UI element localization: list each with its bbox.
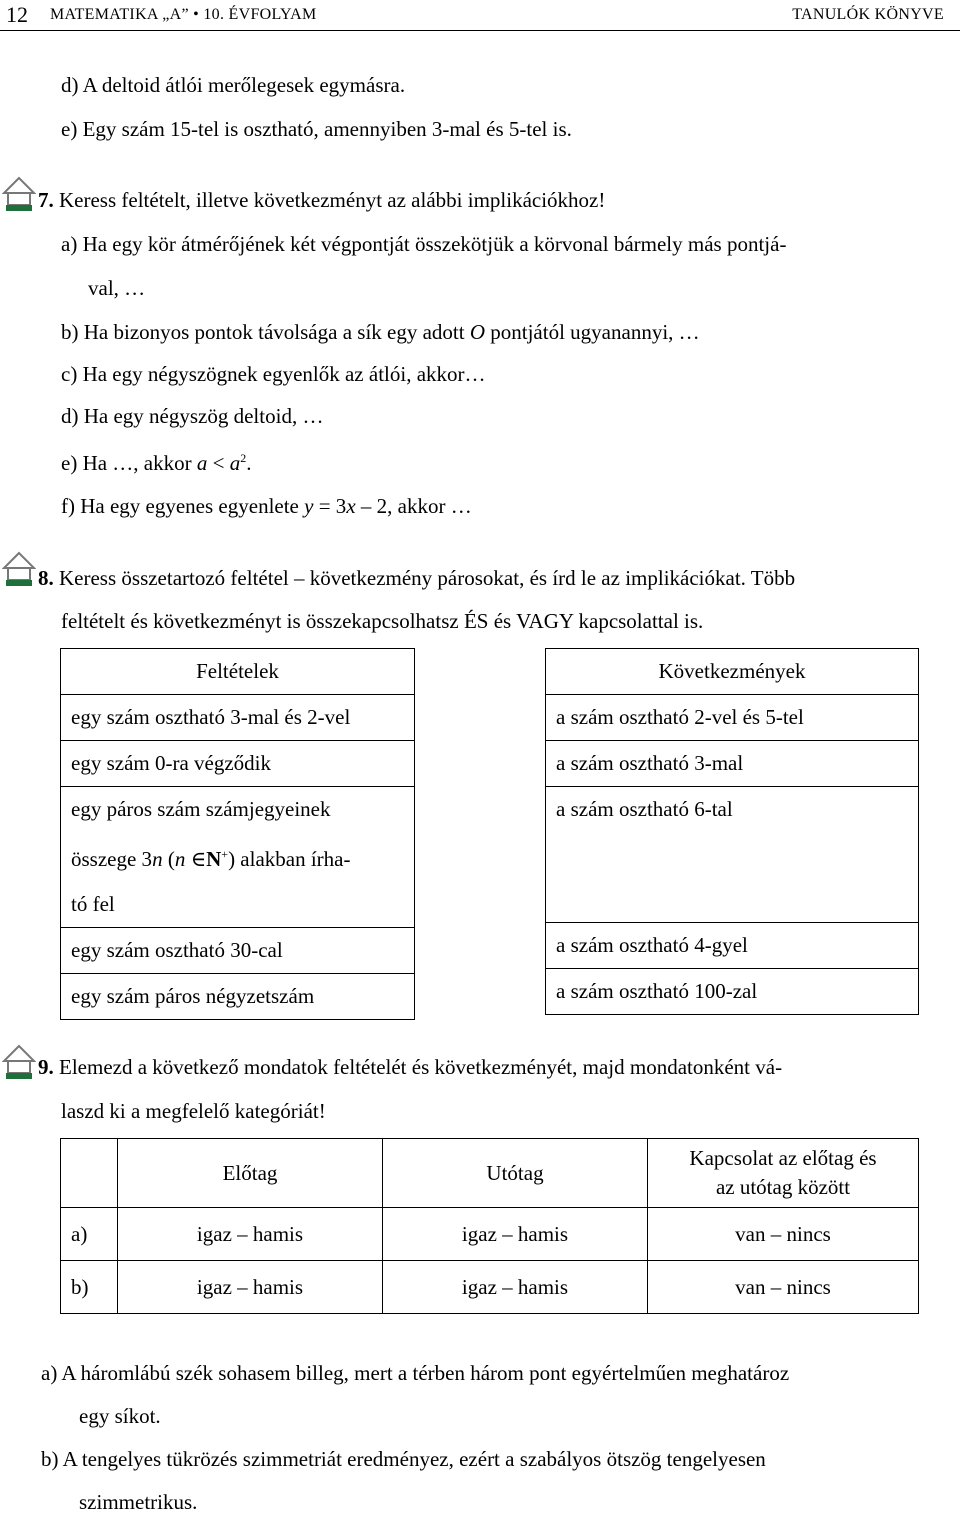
exercise-7-f-post: – 2, akkor … bbox=[355, 494, 472, 518]
page-header bbox=[0, 0, 960, 31]
exercise-7-a-line1: a) Ha egy kör átmérőjének két végpontját összekötjük a körvonal bármely más pontjá- bbox=[61, 232, 787, 256]
prev-item-e: e) Egy szám 15-tel is osztható, amennyiben 3-mal és 5-tel is. bbox=[61, 117, 572, 141]
sentence-a-line1: a) A háromlábú szék sohasem billeg, mert a térben három pont egyértelműen meghatároz bbox=[41, 1361, 790, 1385]
exercise-7-text: Keress feltételt, illetve következményt az alábbi implikációkhoz! bbox=[59, 188, 606, 212]
condition-text: összege 3 bbox=[71, 847, 153, 871]
exercise-7-a-line2: val, … bbox=[88, 276, 146, 300]
elotag-choice[interactable]: igaz – hamis bbox=[118, 1261, 383, 1314]
condition-cell: egy szám osztható 30-cal bbox=[61, 928, 415, 974]
empty-header-cell bbox=[61, 1139, 118, 1208]
exercise-9-title-line1 bbox=[38, 1055, 782, 1080]
condition-var: n bbox=[152, 847, 163, 871]
consequences-table bbox=[545, 648, 919, 1015]
exercise-7-c: c) Ha egy négyszögnek egyenlők az átlói, akkor… bbox=[61, 362, 486, 386]
header-kapcsolat bbox=[648, 1139, 919, 1208]
consequence-cell: a szám osztható 6-tal bbox=[546, 787, 919, 923]
exercise-7-e bbox=[61, 451, 251, 476]
exercise-9-number: 9. bbox=[38, 1055, 54, 1079]
exercise-7-b-var: O bbox=[469, 320, 486, 344]
exercise-7-title bbox=[38, 188, 605, 213]
condition-text: ( bbox=[162, 847, 175, 871]
header-title: MATEMATIKA „A” • 10. ÉVFOLYAM bbox=[50, 6, 317, 23]
header-elotag: Előtag bbox=[118, 1139, 383, 1208]
header-kapcsolat-line1: Kapcsolat az előtag és bbox=[689, 1146, 877, 1170]
natural-numbers-symbol: N bbox=[206, 847, 222, 871]
exercise-9-text-line1: Elemezd a következő mondatok feltételét és következményét, majd mondatonként vá- bbox=[59, 1055, 783, 1079]
consequence-cell: a szám osztható 100-zal bbox=[546, 969, 919, 1015]
exercise-7-b-pre: b) Ha bizonyos pontok távolsága a sík egy adott bbox=[61, 320, 470, 344]
exercise-7-f-pre: f) Ha egy egyenes egyenlete bbox=[61, 494, 305, 518]
exercise-7-e-exp: 2 bbox=[240, 451, 247, 465]
exercise-7-f-y: y bbox=[304, 494, 314, 518]
sentence-a-line2: egy síkot. bbox=[79, 1404, 161, 1428]
exercise-8-number: 8. bbox=[38, 566, 54, 590]
page-number: 12 bbox=[6, 2, 28, 27]
conditions-header: Feltételek bbox=[61, 649, 415, 695]
kapcsolat-choice[interactable]: van – nincs bbox=[648, 1208, 919, 1261]
exercise-8-title-line2: feltételt és következményt is összekapcsolhatsz ÉS és VAGY kapcsolattal is. bbox=[61, 609, 704, 633]
exercise-7-f bbox=[61, 494, 472, 519]
exercise-7-e-lt: < bbox=[207, 451, 230, 475]
header-utotag: Utótag bbox=[383, 1139, 648, 1208]
exercise-7-b bbox=[61, 320, 700, 345]
conditions-table bbox=[60, 648, 415, 1020]
house-icon bbox=[2, 551, 36, 587]
elotag-choice[interactable]: igaz – hamis bbox=[118, 1208, 383, 1261]
condition-cell: egy szám páros négyzetszám bbox=[61, 974, 415, 1020]
categories-table bbox=[60, 1138, 919, 1314]
exercise-8-title-line1 bbox=[38, 566, 795, 591]
condition-text: ) alakban írha- bbox=[228, 847, 351, 871]
kapcsolat-choice[interactable]: van – nincs bbox=[648, 1261, 919, 1314]
element-of-symbol: ∈ bbox=[185, 847, 207, 871]
exercise-7-b-post: pontjától ugyanannyi, … bbox=[485, 320, 700, 344]
exercise-7-e-pre: e) Ha …, akkor bbox=[61, 451, 197, 475]
exercise-9-title-line2: laszd ki a megfelelő kategóriát! bbox=[61, 1099, 326, 1123]
sentence-b-line2: szimmetrikus. bbox=[79, 1490, 198, 1514]
exercise-7-e-a2: a bbox=[229, 451, 241, 475]
house-icon bbox=[2, 176, 36, 212]
exercise-7-f-eq: = 3 bbox=[313, 494, 347, 518]
condition-line: tó fel bbox=[71, 892, 115, 916]
exercise-7-number: 7. bbox=[38, 188, 54, 212]
consequences-header: Következmények bbox=[546, 649, 919, 695]
utotag-choice[interactable]: igaz – hamis bbox=[383, 1208, 648, 1261]
header-right-title: TANULÓK KÖNYVE bbox=[792, 6, 944, 23]
condition-cell: egy szám 0-ra végződik bbox=[61, 741, 415, 787]
condition-line: egy páros szám számjegyeinek bbox=[71, 797, 331, 821]
condition-line bbox=[71, 832, 404, 882]
exercise-7-e-dot: . bbox=[246, 451, 252, 475]
exercise-7-d: d) Ha egy négyszög deltoid, … bbox=[61, 404, 324, 428]
house-icon bbox=[2, 1044, 36, 1080]
consequence-cell: a szám osztható 3-mal bbox=[546, 741, 919, 787]
row-label: a) bbox=[61, 1208, 118, 1261]
utotag-choice[interactable]: igaz – hamis bbox=[383, 1261, 648, 1314]
sentence-b-line1: b) A tengelyes tükrözés szimmetriát eredményez, ezért a szabályos ötszög tengelyesen bbox=[41, 1447, 766, 1471]
exercise-8-text-line1: Keress összetartozó feltétel – következmény párosokat, és írd le az implikációkat. Több bbox=[59, 566, 796, 590]
prev-item-d: d) A deltoid átlói merőlegesek egymásra. bbox=[61, 73, 406, 97]
exercise-7-f-x: x bbox=[346, 494, 356, 518]
condition-cell-multiline bbox=[61, 787, 415, 928]
header-kapcsolat-line2: az utótag között bbox=[715, 1175, 851, 1199]
consequence-cell: a szám osztható 4-gyel bbox=[546, 923, 919, 969]
condition-cell: egy szám osztható 3-mal és 2-vel bbox=[61, 695, 415, 741]
exercise-7-e-a: a bbox=[196, 451, 208, 475]
condition-var: n bbox=[174, 847, 186, 871]
consequence-cell: a szám osztható 2-vel és 5-tel bbox=[546, 695, 919, 741]
row-label: b) bbox=[61, 1261, 118, 1314]
plus-superscript: + bbox=[221, 847, 229, 861]
